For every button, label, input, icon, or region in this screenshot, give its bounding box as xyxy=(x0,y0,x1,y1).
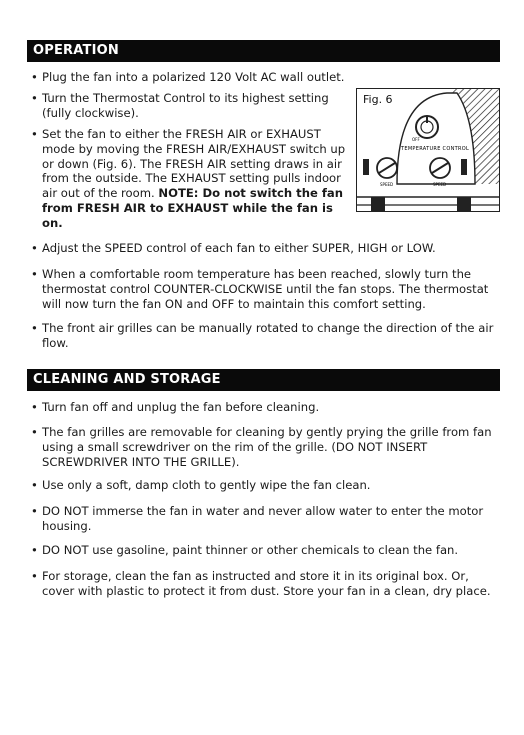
list-item-text: DO NOT use gasoline, paint thinner or other chemicals to clean the fan. xyxy=(42,543,459,557)
list-item xyxy=(31,543,496,558)
thermostat-off-label: OFF xyxy=(412,137,420,142)
list-item-text: Turn the Thermostat Control to its highest setting (fully clockwise). xyxy=(42,91,329,120)
list-item xyxy=(31,321,496,351)
mode-instruction-text: Set the fan to either the FRESH AIR or EXHAUST mode by moving the FRESH AIR/EXHAUST switch up or down (Fig. 6). The FRESH AIR setting draws in air from the outside. The EXHAUST setting pulls indoor air out of the room. xyxy=(42,127,346,201)
speed-label-right: SPEED xyxy=(433,182,447,187)
temperature-control-label: TEMPERATURE CONTROL xyxy=(401,146,470,152)
bullet-dot: • xyxy=(31,425,38,439)
list-item xyxy=(31,400,496,415)
list-item xyxy=(31,91,349,121)
operation-heading: OPERATION xyxy=(27,40,500,62)
list-item xyxy=(31,504,496,534)
list-item-text: Use only a soft, damp cloth to gently wipe the fan clean. xyxy=(42,478,371,492)
list-item-text: The front air grilles can be manually rotated to change the direction of the air flow. xyxy=(42,321,494,350)
fan-control-figure xyxy=(356,88,500,212)
list-item xyxy=(31,569,496,599)
bullet-dot: • xyxy=(31,70,38,84)
figure-label: Fig. 6 xyxy=(363,93,393,106)
mode-switch-right xyxy=(461,159,467,175)
mode-warning-note: NOTE: Do not switch the fan from FRESH AIR to EXHAUST while the fan is on. xyxy=(42,186,343,230)
list-item-text xyxy=(42,127,349,231)
list-item xyxy=(31,70,361,85)
cleaning-heading: CLEANING AND STORAGE xyxy=(27,369,500,391)
fan-control-illustration xyxy=(357,89,500,212)
list-item xyxy=(31,241,496,256)
bullet-dot: • xyxy=(31,543,38,557)
list-item-text: For storage, clean the fan as instructed and store it in its original box. Or, cover with plastic to protect it from dust. Store your fan in a clean, dry place. xyxy=(42,569,491,598)
list-item xyxy=(31,425,496,469)
list-item xyxy=(31,478,496,493)
bullet-dot: • xyxy=(31,91,38,105)
speed-label-left: SPEED xyxy=(380,182,394,187)
list-item-text: The fan grilles are removable for cleaning by gently prying the grille from fan using a small screwdriver on the rim of the grille. (DO NOT INSERT SCREWDRIVER INTO THE GRILLE). xyxy=(42,425,492,469)
bullet-dot: • xyxy=(31,267,38,281)
list-item-text: Adjust the SPEED control of each fan to either SUPER, HIGH or LOW. xyxy=(42,241,436,255)
bullet-dot: • xyxy=(31,321,38,335)
list-item-text: Turn fan off and unplug the fan before cleaning. xyxy=(42,400,320,414)
bullet-dot: • xyxy=(31,241,38,255)
bullet-dot: • xyxy=(31,478,38,492)
list-item xyxy=(31,127,349,231)
list-item xyxy=(31,267,496,311)
mode-switch-left xyxy=(363,159,369,175)
bullet-dot: • xyxy=(31,504,38,518)
list-item-text: DO NOT immerse the fan in water and never allow water to enter the motor housing. xyxy=(42,504,484,533)
list-item-text: Plug the fan into a polarized 120 Volt AC wall outlet. xyxy=(42,70,345,84)
bullet-dot: • xyxy=(31,569,38,583)
list-item-text: When a comfortable room temperature has been reached, slowly turn the thermostat control COUNTER-CLOCKWISE until the fan stops. The thermostat will now turn the fan ON and OFF to maintain this comfort setting. xyxy=(42,267,489,311)
bullet-dot: • xyxy=(31,127,38,141)
bullet-dot: • xyxy=(31,400,38,414)
